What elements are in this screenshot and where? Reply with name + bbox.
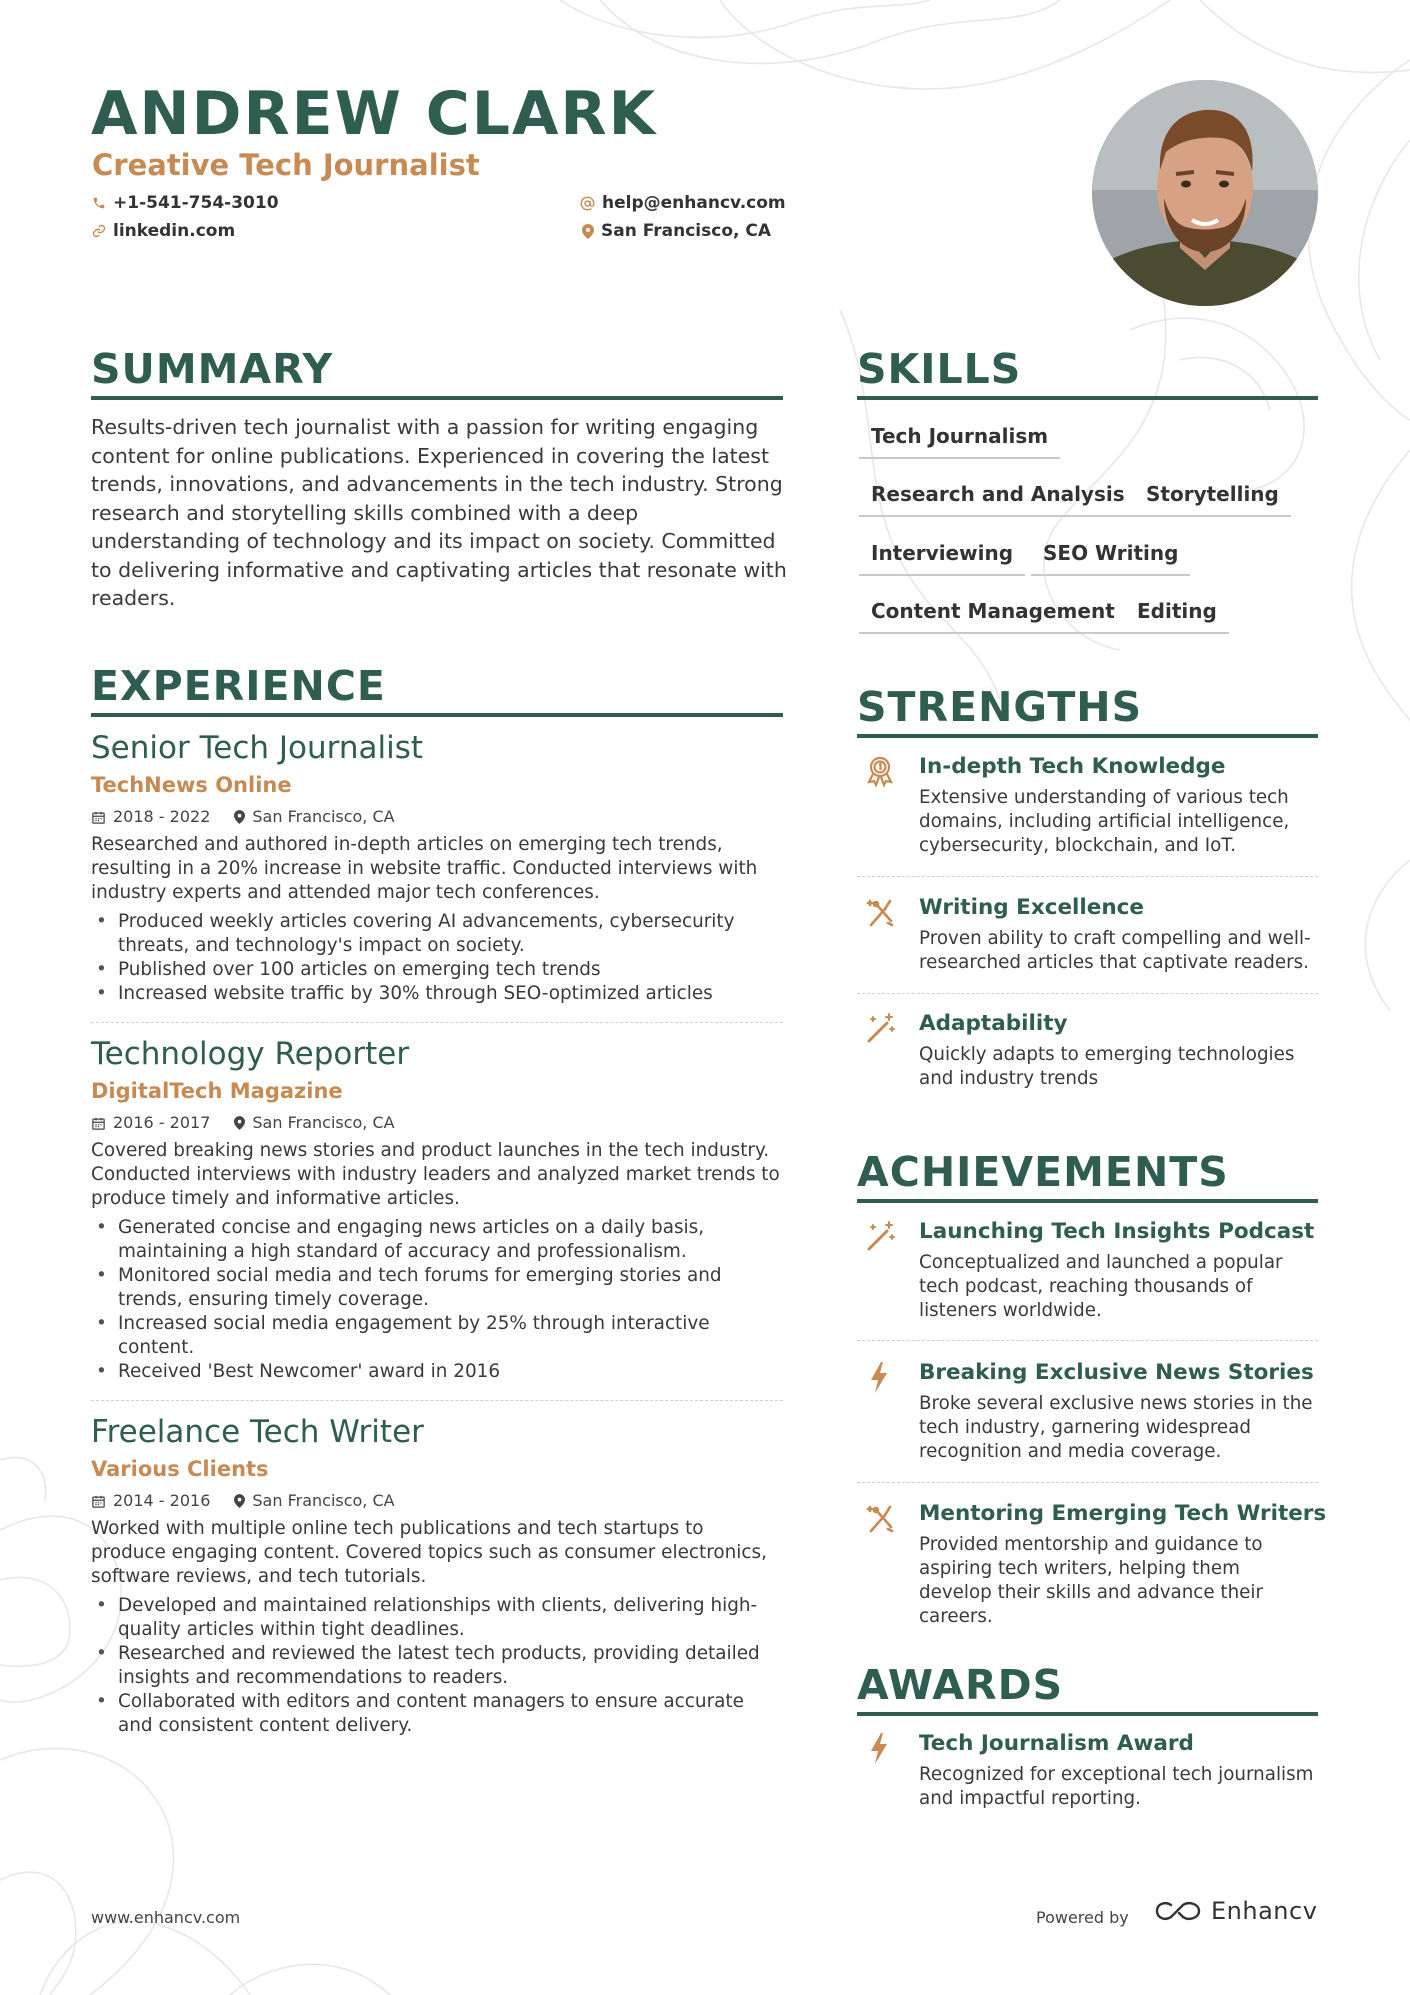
divider xyxy=(91,1400,783,1401)
job-description: Researched and authored in-depth articles on emerging tech trends, resulting in a 20% increase in website traffic. Conducted interviews with industry experts and attended major tech conferences. xyxy=(91,834,758,903)
brand-name: Enhancv xyxy=(1211,1897,1318,1925)
achievement-description: Provided mentorship and guidance to aspiring tech writers, helping them develop their skills and advance their careers. xyxy=(919,1534,1264,1627)
experience-heading: EXPERIENCE xyxy=(91,661,783,717)
magic-tools-icon xyxy=(863,1501,897,1535)
divider xyxy=(857,876,1318,877)
strengths-heading: STRENGTHS xyxy=(857,682,1318,738)
job-dates: 2014 - 2016 xyxy=(113,1491,211,1510)
summary-heading: SUMMARY xyxy=(91,344,783,400)
achievement-title: Launching Tech Insights Podcast xyxy=(919,1219,1315,1244)
calendar-icon xyxy=(91,810,106,825)
link-icon xyxy=(92,224,106,238)
experience-entry xyxy=(91,728,783,1006)
award-title: Tech Journalism Award xyxy=(919,1731,1194,1756)
strength-description: Quickly adapts to emerging technologies and industry trends xyxy=(919,1044,1295,1089)
contact-location xyxy=(582,221,771,241)
job-dates: 2018 - 2022 xyxy=(113,807,211,826)
map-pin-icon xyxy=(234,1494,245,1508)
job-bullet: • Increased website traffic by 30% through SEO-optimized articles xyxy=(91,982,783,1006)
linkedin-text: linkedin.com xyxy=(113,221,236,241)
skill-tag: Research and Analysis xyxy=(859,481,1137,517)
job-title: Senior Tech Journalist xyxy=(91,730,423,766)
job-bullet: • Generated concise and engaging news articles on a daily basis, maintaining a high standard of accuracy and professionalism. xyxy=(91,1216,783,1264)
job-description: Covered breaking news stories and product launches in the tech industry. Conducted interviews with industry leaders and analyzed market trends to produce timely and informative articles. xyxy=(91,1140,780,1209)
magic-wand-icon xyxy=(863,1219,897,1253)
job-location: San Francisco, CA xyxy=(252,1491,395,1510)
skill-tag: Content Management xyxy=(859,598,1127,634)
lightning-bolt-icon xyxy=(863,1360,897,1394)
job-bullet: • Collaborated with editors and content managers to ensure accurate and consistent content delivery. xyxy=(91,1690,783,1738)
job-bullets xyxy=(91,1594,783,1738)
phone-text: +1-541-754-3010 xyxy=(113,193,279,213)
location-text: San Francisco, CA xyxy=(601,221,772,241)
job-meta xyxy=(91,1488,783,1514)
award-ribbon-icon xyxy=(863,754,897,788)
job-bullet: • Produced weekly articles covering AI advancements, cybersecurity threats, and technology's impact on society. xyxy=(91,910,783,958)
strength-description: Proven ability to craft compelling and well-researched articles that captivate readers. xyxy=(919,928,1311,973)
experience-entry xyxy=(91,1034,783,1384)
divider xyxy=(91,1022,783,1023)
job-bullet: • Monitored social media and tech forums for emerging stories and trends, ensuring timely coverage. xyxy=(91,1264,783,1312)
award-description: Recognized for exceptional tech journalism and impactful reporting. xyxy=(919,1764,1314,1809)
job-company: Various Clients xyxy=(91,1457,269,1481)
achievement-description: Broke several exclusive news stories in the tech industry, garnering widespread recognition and media coverage. xyxy=(919,1393,1313,1462)
enhancv-logo-icon xyxy=(1155,1899,1201,1923)
divider xyxy=(857,993,1318,994)
magic-wand-icon xyxy=(863,1011,897,1045)
job-bullet: • Published over 100 articles on emerging tech trends xyxy=(91,958,783,982)
achievement-title: Breaking Exclusive News Stories xyxy=(919,1360,1314,1385)
candidate-name: ANDREW CLARK xyxy=(91,79,658,149)
job-company: TechNews Online xyxy=(91,773,292,797)
job-bullet: • Received 'Best Newcomer' award in 2016 xyxy=(91,1360,783,1384)
job-meta xyxy=(91,804,783,830)
footer-website-link[interactable]: www.enhancv.com xyxy=(91,1908,241,1927)
magic-tools-icon xyxy=(863,895,897,929)
at-sign-icon xyxy=(580,196,595,211)
skill-tag: Tech Journalism xyxy=(859,423,1060,459)
strength-description: Extensive understanding of various tech domains, including artificial intelligence, cybersecurity, blockchain, and IoT. xyxy=(919,787,1290,856)
skills-heading: SKILLS xyxy=(857,344,1318,400)
brand-logo[interactable] xyxy=(1155,1897,1317,1925)
powered-by-label: Powered by xyxy=(1036,1908,1129,1927)
achievement-description: Conceptualized and launched a popular tech podcast, reaching thousands of listeners worldwide. xyxy=(919,1252,1283,1321)
job-dates: 2016 - 2017 xyxy=(113,1113,211,1132)
map-pin-icon xyxy=(582,224,594,239)
calendar-icon xyxy=(91,1494,106,1509)
skill-tag: SEO Writing xyxy=(1031,540,1190,576)
job-bullets xyxy=(91,910,783,1006)
job-title: Freelance Tech Writer xyxy=(91,1414,424,1450)
strength-title: Writing Excellence xyxy=(919,895,1144,920)
summary-text: Results-driven tech journalist with a passion for writing engaging content for online publications. Experienced in covering the latest trends, innovations, and advancements in the tech industry. Strong research and storytelling skills combined with a deep understanding of technology and its impact on society. Committed to delivering informative and captivating articles that resonate with readers. xyxy=(91,415,787,610)
job-bullets xyxy=(91,1216,783,1384)
achievement-title: Mentoring Emerging Tech Writers xyxy=(919,1501,1327,1526)
award-item xyxy=(857,1729,1317,1811)
email-text: help@enhancv.com xyxy=(602,193,786,213)
strength-item xyxy=(857,893,1317,975)
job-bullet: • Developed and maintained relationships with clients, delivering high-quality articles within tight deadlines. xyxy=(91,1594,783,1642)
strength-item xyxy=(857,1009,1317,1091)
job-location: San Francisco, CA xyxy=(252,807,395,826)
contact-phone[interactable] xyxy=(92,193,279,213)
contact-email[interactable] xyxy=(580,193,786,213)
achievement-item xyxy=(857,1217,1317,1323)
job-title: Technology Reporter xyxy=(91,1036,410,1072)
calendar-icon xyxy=(91,1116,106,1131)
achievements-heading: ACHIEVEMENTS xyxy=(857,1147,1318,1203)
achievement-item xyxy=(857,1499,1327,1629)
skill-tag: Interviewing xyxy=(859,540,1025,576)
strength-title: Adaptability xyxy=(919,1011,1068,1036)
job-description: Worked with multiple online tech publications and tech startups to produce engaging content. Covered topics such as consumer electronics, software reviews, and tech tutorials. xyxy=(91,1518,767,1587)
map-pin-icon xyxy=(234,810,245,824)
divider xyxy=(857,1482,1318,1483)
job-bullet: • Increased social media engagement by 25% through interactive content. xyxy=(91,1312,783,1360)
job-location: San Francisco, CA xyxy=(252,1113,395,1132)
lightning-bolt-icon xyxy=(863,1731,897,1765)
job-company: DigitalTech Magazine xyxy=(91,1079,343,1103)
achievement-item xyxy=(857,1358,1317,1464)
divider xyxy=(857,1340,1318,1341)
job-meta xyxy=(91,1110,783,1136)
phone-icon xyxy=(92,196,106,210)
skill-tag: Storytelling xyxy=(1134,481,1291,517)
map-pin-icon xyxy=(234,1116,245,1130)
experience-entry xyxy=(91,1412,783,1738)
candidate-title: Creative Tech Journalist xyxy=(92,148,480,182)
strength-item xyxy=(857,752,1317,858)
contact-linkedin[interactable] xyxy=(92,221,235,241)
skill-tag: Editing xyxy=(1125,598,1229,634)
profile-photo xyxy=(1092,80,1318,306)
awards-heading: AWARDS xyxy=(857,1660,1318,1716)
job-bullet: • Researched and reviewed the latest tech products, providing detailed insights and recommendations to readers. xyxy=(91,1642,783,1690)
strength-title: In-depth Tech Knowledge xyxy=(919,754,1226,779)
